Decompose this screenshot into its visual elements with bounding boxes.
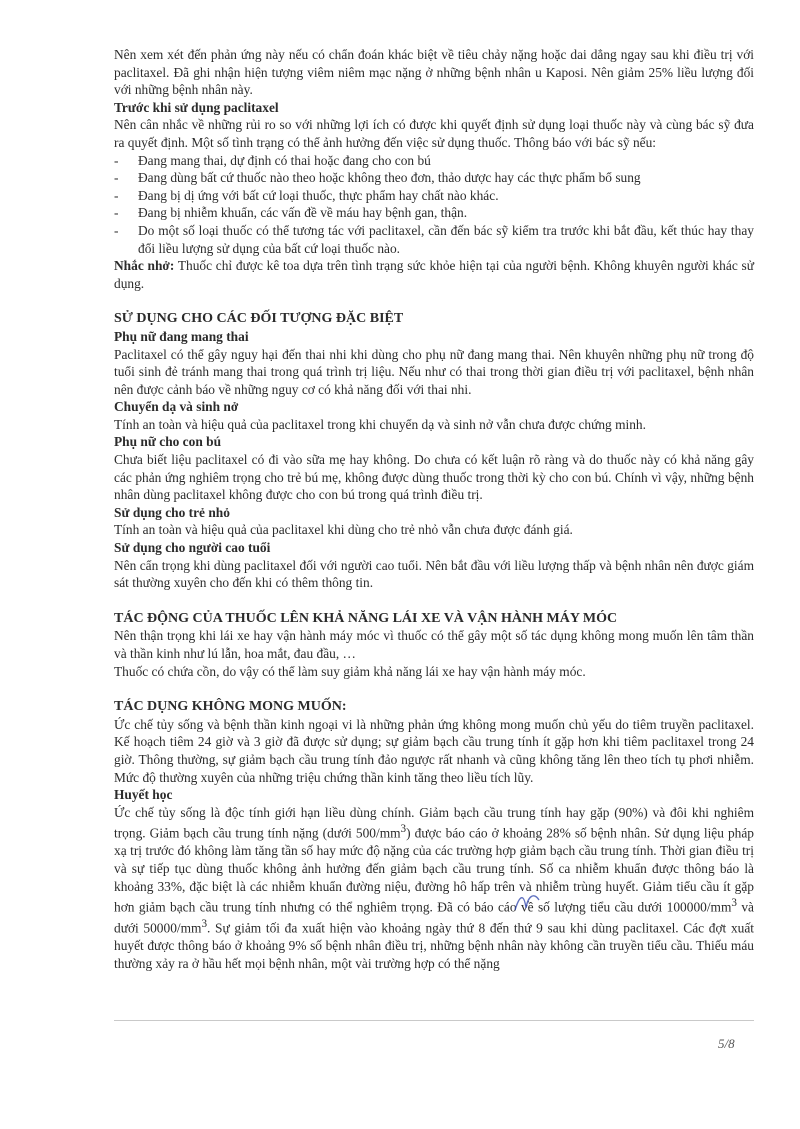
blood-text-b: ) được báo cáo ở khoảng 28% số bệnh nhân. Sử dụng liệu pháp xạ trị trước đó không làm tăng tần số hay mức độ nặng của các trường hợp giảm bạch cầu trung tính. Thời gian điều trị và sự tiếp tục dùng thuốc không ảnh hưởng đến giảm bạch cầu trung tính. Số ca nhiễm khuẩn được thông báo là khoảng 33%, đặc biệt là các nhiễm khuẩn đường niệu, đường hô hấp trên và nhiễm trùng huyết. Giảm tiểu cầu ít gặp hơn giảm bạch cầu trung tính nhưng có thể nghiêm trọng. Đã có báo cáo về số lượng tiểu cầu dưới 100000/mm <box>114 825 754 915</box>
blood-text-c: và dưới 50000/mm <box>114 899 754 936</box>
list-item: - Đang bị dị ứng với bất cứ loại thuốc, thực phẩm hay chất nào khác. <box>114 187 754 205</box>
reminder-paragraph <box>114 257 754 292</box>
pregnant-text: Paclitaxel có thể gây nguy hại đến thai nhi khi dùng cho phụ nữ đang mang thai. Nên khuyên những phụ nữ trong độ tuổi sinh đẻ tránh mang thai trong quá trình trị liệu. Nếu như có thai trong thời gian điều trị với paclitaxel, bệnh nhân nên được cảnh báo về những nguy cơ có khả năng đối với thai nhi. <box>114 346 754 397</box>
list-item: - Do một số loại thuốc có thể tương tác với paclitaxel, cần đến bác sỹ kiểm tra trước khi bắt đầu, kết thúc hay thay đổi liều lượng sử dụng của bất cứ loại thuốc nào. <box>114 222 754 257</box>
nursing-text: Chưa biết liệu paclitaxel có đi vào sữa mẹ hay không. Do chưa có kết luận rõ ràng và do thuốc này có khả năng gây các phản ứng nghiêm trọng cho trẻ bú mẹ, không được dùng thuốc trong thời kỳ cho con bú. Chính vì vậy, những bệnh nhân dùng paclitaxel không được cho con bú trong quá trình điều trị. <box>114 452 754 503</box>
before-use-list <box>114 152 754 258</box>
reminder-label: Nhắc nhở: <box>114 258 175 274</box>
before-use-text: Nên cân nhắc về những rủi ro so với những lợi ích có được khi quyết định sử dụng loại thuốc này và cùng bác sỹ đưa ra quyết định. Một số tình trạng có thể ảnh hưởng đến việc sử dụng thuốc. Thông báo với bác sỹ nếu: <box>114 117 754 150</box>
list-item: - Đang bị nhiễm khuẩn, các vấn đề về máu hay bệnh gan, thận. <box>114 204 754 222</box>
blood-heading: Huyết học <box>114 787 173 803</box>
nursing-heading: Phụ nữ cho con bú <box>114 434 222 450</box>
adverse-text: Ức chế tủy sống và bệnh thần kinh ngoại vi là những phản ứng không mong muốn chủ yếu do tiêm truyền paclitaxel. Kế hoạch tiêm 24 giờ và 3 giờ đã được sử dụng; sự giảm bạch cầu trung tính ít gặp hơn khi tiêm paclitaxel trong 24 giờ. Thông thường, sự giảm bạch cầu trung tính đảo ngược rất nhanh và cũng không tăng lên theo tích tụ phơi nhiễm. Mức độ thường xuyên của những triệu chứng thần kinh tăng theo liều tích lũy. <box>114 716 754 785</box>
special-heading: SỬ DỤNG CHO CÁC ĐỐI TƯỢNG ĐẶC BIỆT <box>114 311 404 327</box>
adverse-heading: TÁC DỤNG KHÔNG MONG MUỐN: <box>114 699 347 715</box>
document-page <box>114 46 754 973</box>
elderly-heading: Sử dụng cho người cao tuổi <box>114 540 271 556</box>
driving-text-1: Nên thận trọng khi lái xe hay vận hành máy móc vì thuốc có thể gây một số tác dụng không mong muốn lên tâm thần và thần kinh như lú lẫn, hoa mắt, đau đầu, … <box>114 628 754 661</box>
list-item: - Đang mang thai, dự định có thai hoặc đang cho con bú <box>114 152 754 170</box>
blood-text-a: Ức chế tủy sống là độc tính giới hạn liều dùng chính. Giảm bạch cầu trung tính hay gặp (90%) và đôi khi nghiêm trọng. Giảm bạch cầu trung tính nặng (dưới 500/mm <box>114 804 754 841</box>
handwritten-mark <box>512 890 542 916</box>
superscript: 3 <box>201 918 208 931</box>
child-heading: Sử dụng cho trẻ nhỏ <box>114 504 230 520</box>
footer-divider <box>114 1020 754 1021</box>
before-use-heading: Trước khi sử dụng paclitaxel <box>114 99 279 115</box>
list-item: - Đang dùng bất cứ thuốc nào theo hoặc không theo đơn, thảo dược hay các thực phẩm bổ sung <box>114 169 754 187</box>
driving-text-2: Thuốc có chứa cồn, do vậy có thể làm suy giảm khả năng lái xe hay vận hành máy móc. <box>114 663 586 679</box>
driving-heading: TÁC ĐỘNG CỦA THUỐC LÊN KHẢ NĂNG LÁI XE VÀ VẬN HÀNH MÁY MÓC <box>114 610 618 626</box>
blood-text <box>114 804 754 973</box>
pregnant-heading: Phụ nữ đang mang thai <box>114 328 249 344</box>
intro-paragraph: Nên xem xét đến phản ứng này nếu có chẩn đoán khác biệt về tiêu chảy nặng hoặc dai dẳng ngay sau khi điều trị với paclitaxel. Đã ghi nhận hiện tượng viêm niêm mạc nặng ở những bệnh nhân u Kaposi. Nên giảm 25% liều lượng đối với những bệnh nhân này. <box>114 47 754 98</box>
labor-text: Tính an toàn và hiệu quả của paclitaxel trong khi chuyển dạ và sinh nở vẫn chưa được chứng minh. <box>114 416 646 432</box>
blood-text-d: . Sự giảm tối đa xuất hiện vào khoảng ngày thứ 8 đến thứ 9 sau khi dùng paclitaxel. Các đợt xuất huyết được thông báo ở khoảng 9% số bệnh nhân điều trị, những bệnh nhân này không cần truyền tiểu cầu. Thiếu máu thường xảy ra ở hầu hết mọi bệnh nhân, một vài trường hợp có thể nặng <box>114 920 754 971</box>
page-number: 5/8 <box>718 1036 735 1051</box>
labor-heading: Chuyển dạ và sinh nở <box>114 399 239 415</box>
elderly-text: Nên cẩn trọng khi dùng paclitaxel đối với người cao tuổi. Nên bắt đầu với liều lượng thấp và bệnh nhân nên được giám sát thường xuyên cho đến khi có thêm thông tin. <box>114 557 754 591</box>
superscript: 3 <box>400 823 407 836</box>
reminder-text: Thuốc chỉ được kê toa dựa trên tình trạng sức khỏe hiện tại của người bệnh. Không khuyên người khác sử dụng. <box>114 258 754 291</box>
child-text: Tính an toàn và hiệu quả của paclitaxel khi dùng cho trẻ nhỏ vẫn chưa được đánh giá. <box>114 522 573 538</box>
superscript: 3 <box>731 897 737 910</box>
